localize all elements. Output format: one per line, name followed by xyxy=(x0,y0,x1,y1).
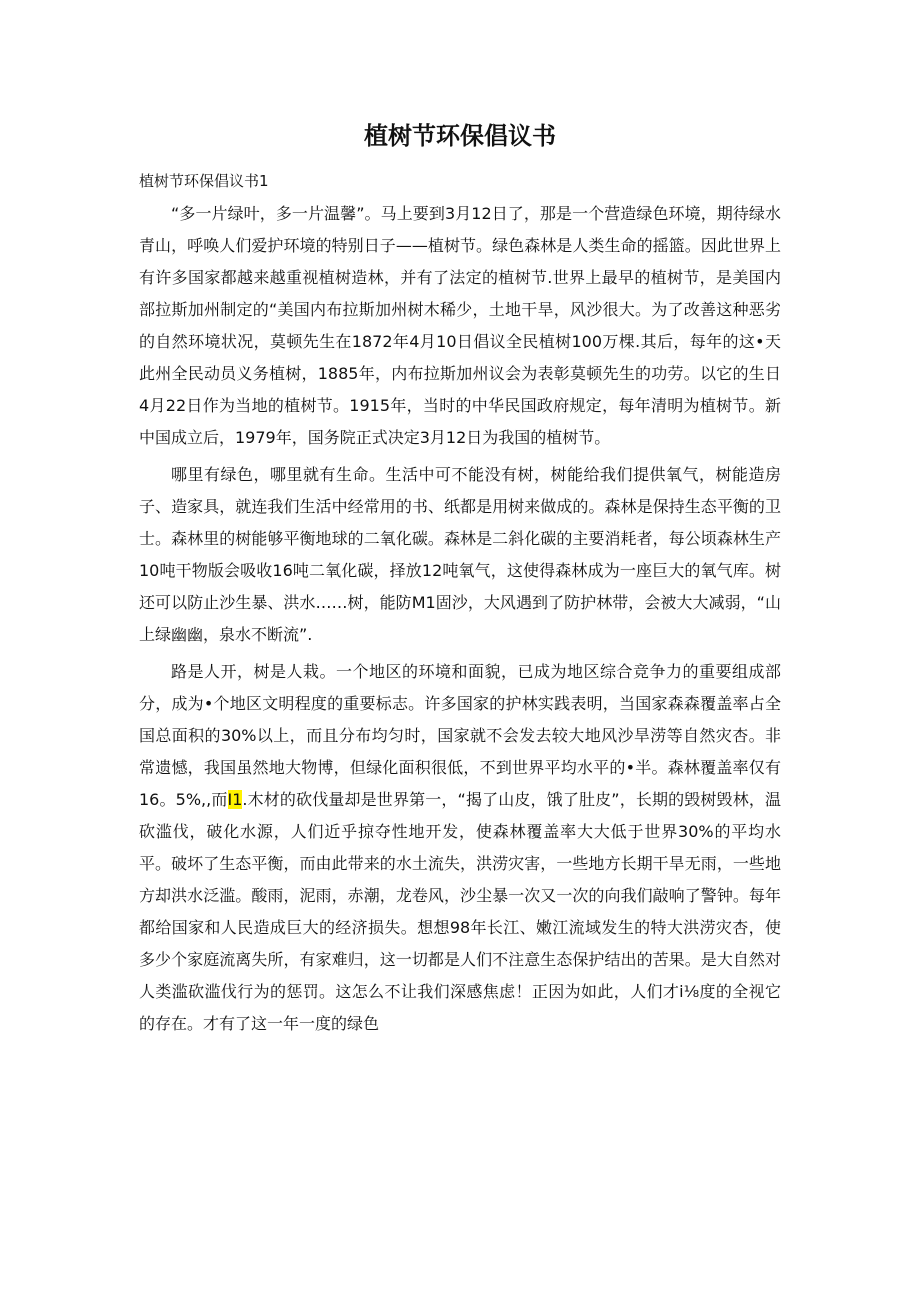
paragraph-3-text-after: .木材的砍伐量却是世界第一，“揭了山皮，饿了肚皮”，长期的毁树毁林，温砍滥伐，破化水源，人们近乎掠夺性地开发，使森林覆盖率大大低于世界30%的平均水平。破坏了生态平衡，而由此带来的水土流失，洪涝灾害，一些地方长期干旱无雨，一些地方却洪水泛滥。酸雨，泥雨，赤潮，龙卷风，沙尘暴一次又一次的向我们敲响了警钟。每年都给国家和人民造成巨大的经济损失。想想98年长江、嫩江流域发生的特大洪涝灾杏，使多少个家庭流离失所，有家难归，这一切都是人们不注意生态保护结出的苦果。是大自然对人类滥砍滥伐行为的惩罚。这怎么不让我们深感焦虑！正因为如此，人们才i⅛度的全视它的存在。才有了这一年一度的绿色 xyxy=(139,790,781,1033)
document-body xyxy=(139,198,781,1045)
paragraph-2: 哪里有绿色，哪里就有生命。生活中可不能没有树，树能给我们提供氧气，树能造房子、造家具，就连我们生活中经常用的书、纸都是用树来做成的。森林是保持生态平衡的卫士。森林里的树能够平衡地球的二氧化碳。森林是二斜化碳的主要消耗者，每公顷森林生产10吨干物版会吸收16吨二氧化碳，择放12吨氧气，这使得森林成为一座巨大的氧气库。树还可以防止沙生暴、洪水……树，能防M1固沙，大风遇到了防护林带，会被大大减弱，“山上绿幽幽，泉水不断流”. xyxy=(139,465,781,644)
highlighted-text: I1 xyxy=(227,790,243,809)
document-subtitle: 植树节环保倡议书1 xyxy=(139,172,269,190)
document-title: 植树节环保倡议书 xyxy=(364,122,556,150)
paragraph-1: “多一片绿叶，多一片温馨”。马上要到3月12日了，那是一个营造绿色环境，期待绿水青山，呼唤人们爱护环境的特别日子——植树节。绿色森林是人类生命的摇篮。因此世界上有许多国家都越来越重视植树造林，并有了法定的植树节.世界上最早的植树节，是美国内部拉斯加州制定的“美国内布拉斯加州树木稀少，土地干旱，风沙很大。为了改善这种恶劣的自然环境状况，莫顿先生在1872年4月10日倡议全民植树100万棵.其后，每年的这•天此州全民动员义务植树，1885年，内布拉斯加州议会为表彰莫顿先生的功劳。以它的生日4月22日作为当地的植树节。1915年，当时的中华民国政府规定，每年清明为植树节。新中国成立后，1979年，国务院正式决定3月12日为我国的植树节。 xyxy=(139,204,781,447)
paragraph-3-text-before: 路是人开，树是人栽。一个地区的环境和面貌，已成为地区综合竞争力的重要组成部分，成为•个地区文明程度的重要标志。许多国家的护林实践表明，当国家森森覆盖率占全国总面积的30%以上，而且分布均匀时，国家就不会发去较大地风沙旱涝等自然灾杏。非常遗憾，我国虽然地大物博，但绿化面积很低，不到世界平均水平的•半。森林覆盖率仅有16。5%,,而 xyxy=(139,662,781,809)
paragraph-3 xyxy=(139,656,781,1040)
